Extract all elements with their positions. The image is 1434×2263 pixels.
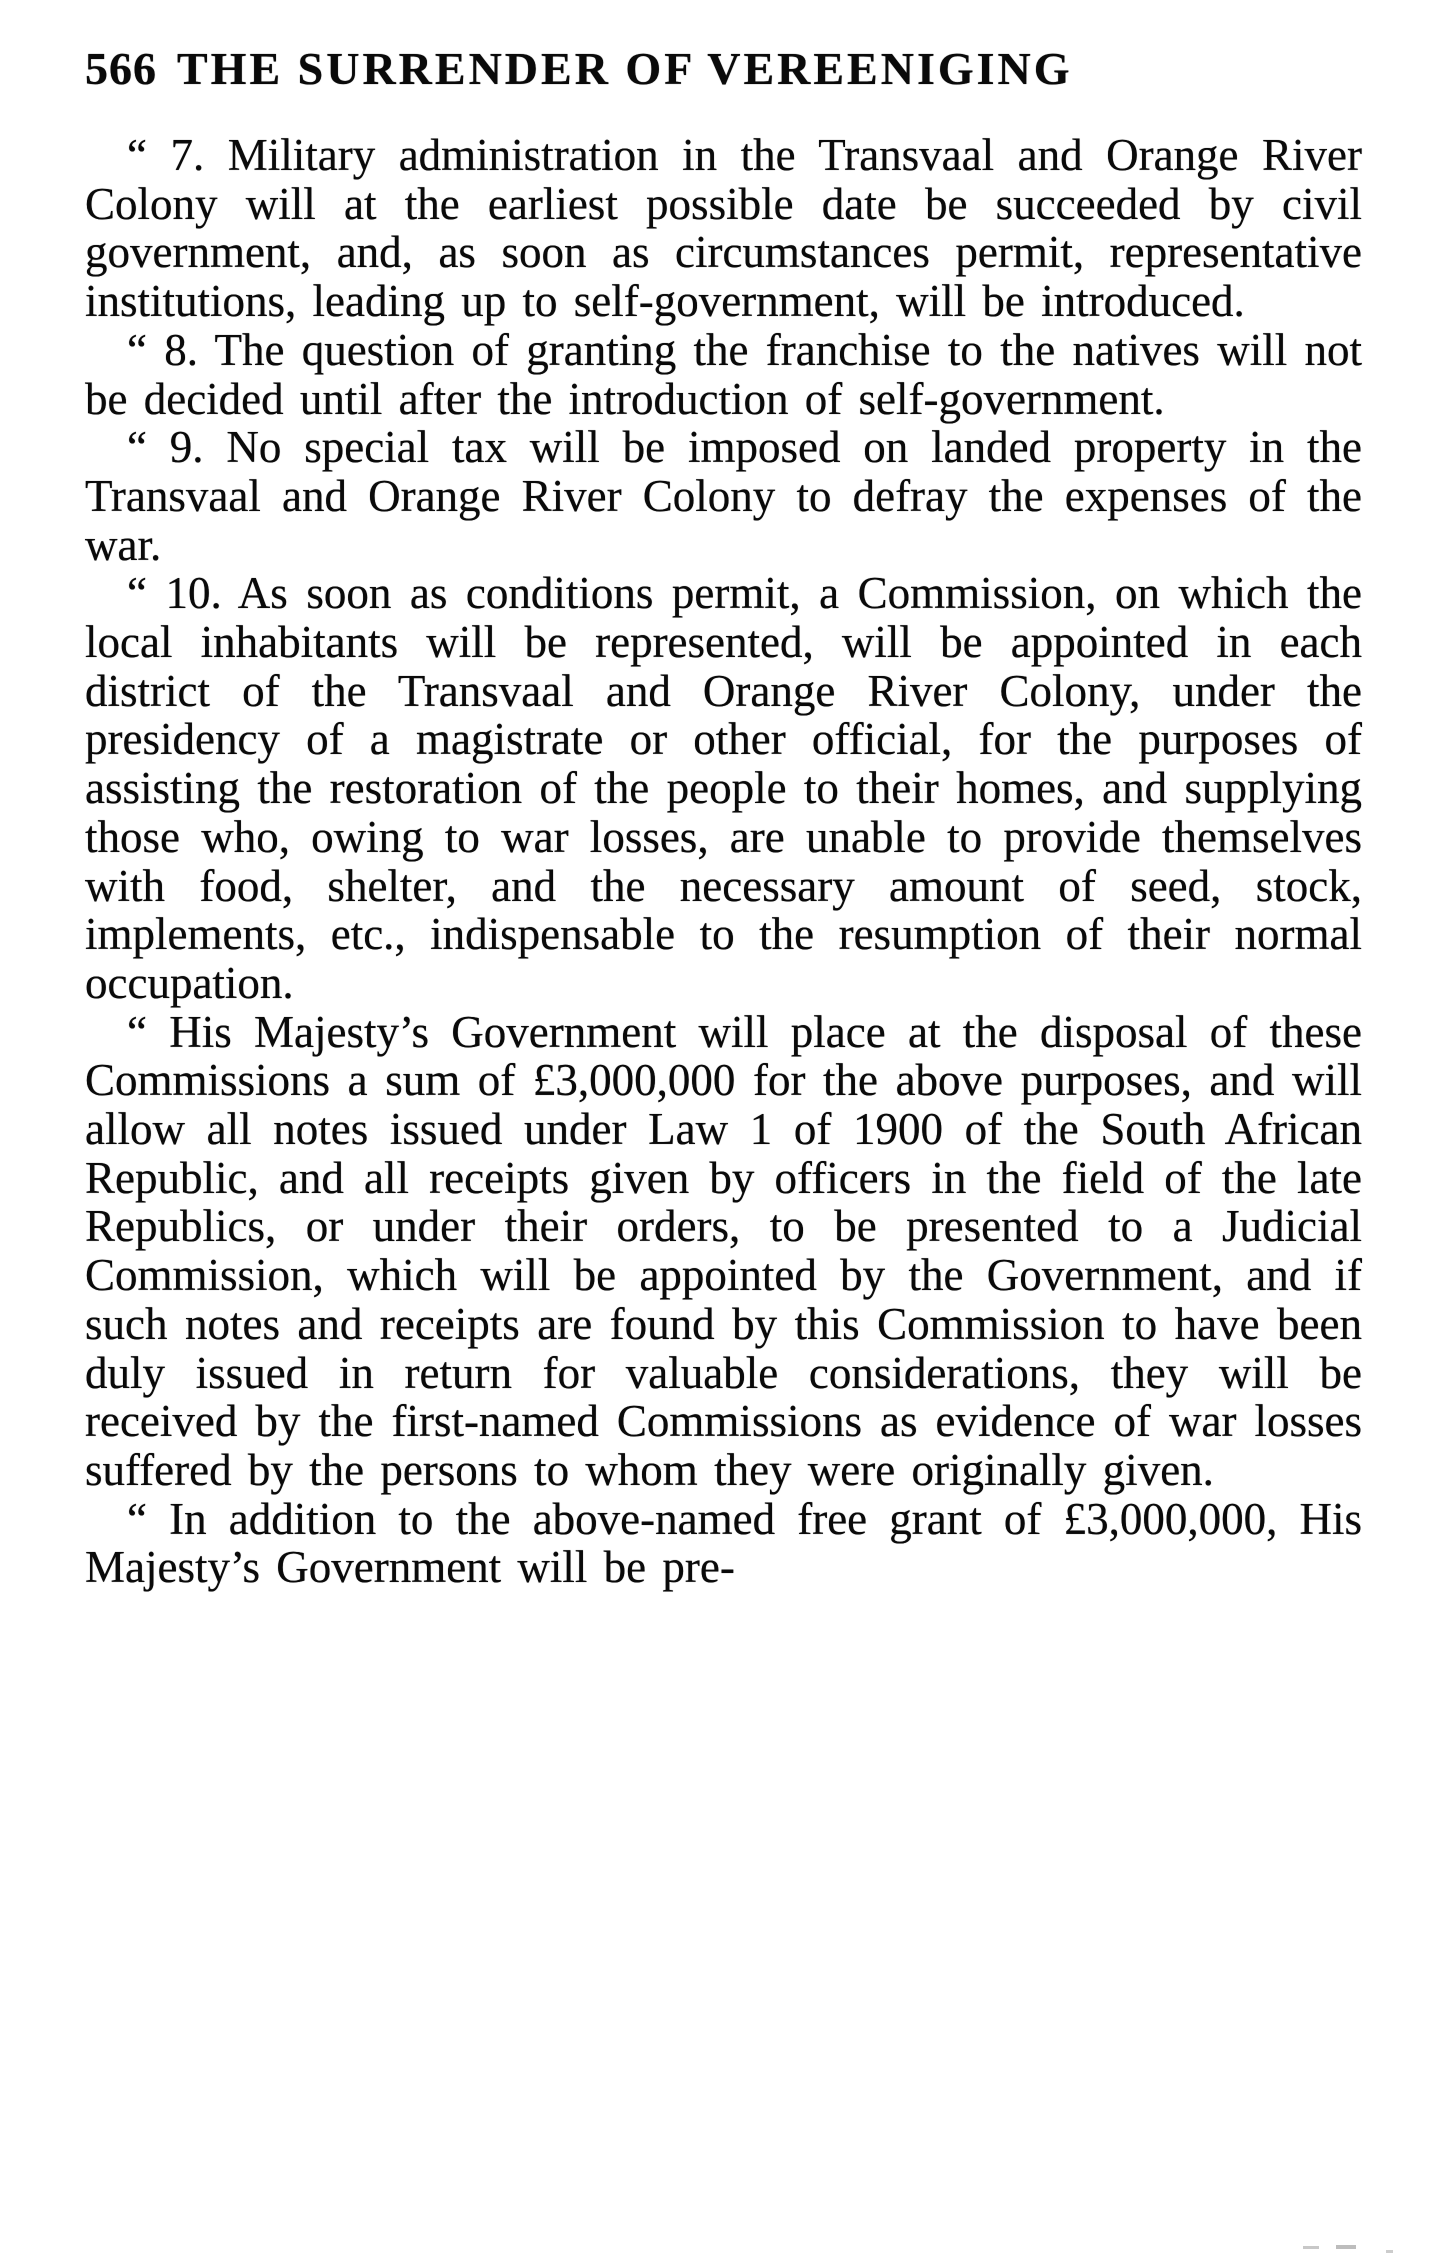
scan-artifact [1303, 2246, 1319, 2249]
paragraph-majestys-government: “ His Majesty’s Government will place at the disposal of these Commissions a sum of £3,000,000 for the above purposes, and will allow all notes issued under Law 1 of 1900 of the South African Republic, and all receipts given by officers in the field of the late Republics, or under their orders, to be presented to a Judicial Commission, which will be appointed by the Government, and if such notes and receipts are found by this Commission to have been duly issued in return for valuable considerations, they will be received by the first-named Commissions as evidence of war losses suffered by the persons to whom they were originally given. [85, 1006, 1362, 1495]
page-number: 566 [85, 43, 157, 94]
page-header [85, 42, 1073, 95]
paragraph-clause-9: “ 9. No special tax will be imposed on landed property in the Transvaal and Orange River Colony to defray the expenses of the war. [85, 422, 1362, 570]
body-text [85, 131, 1362, 1592]
paragraph-in-addition: “ In addition to the above-named free grant of £3,000,000, His Majesty’s Government will be pre- [85, 1493, 1362, 1593]
scan-artifact [1386, 2250, 1393, 2253]
paragraph-clause-7: “ 7. Military administration in the Transvaal and Orange River Colony will at the earliest possible date be succeeded by civil government, and, as soon as circumstances permit, representative institutions, leading up to self-government, will be introduced. [85, 130, 1362, 327]
paragraph-clause-8: “ 8. The question of granting the franchise to the natives will not be decided until after the introduction of self-government. [85, 324, 1362, 424]
paragraph-clause-10: “ 10. As soon as conditions permit, a Commission, on which the local inhabitants will be represented, will be appointed in each district of the Transvaal and Orange River Colony, under the presidency of a magistrate or other official, for the purposes of assisting the restoration of the people to their homes, and supplying those who, owing to war losses, are unable to provide themselves with food, shelter, and the necessary amount of seed, stock, implements, etc., indispensable to the resumption of their normal occupation. [85, 568, 1362, 1008]
scan-artifact [1336, 2245, 1356, 2249]
running-title: THE SURRENDER OF VEREENIGING [177, 43, 1073, 94]
